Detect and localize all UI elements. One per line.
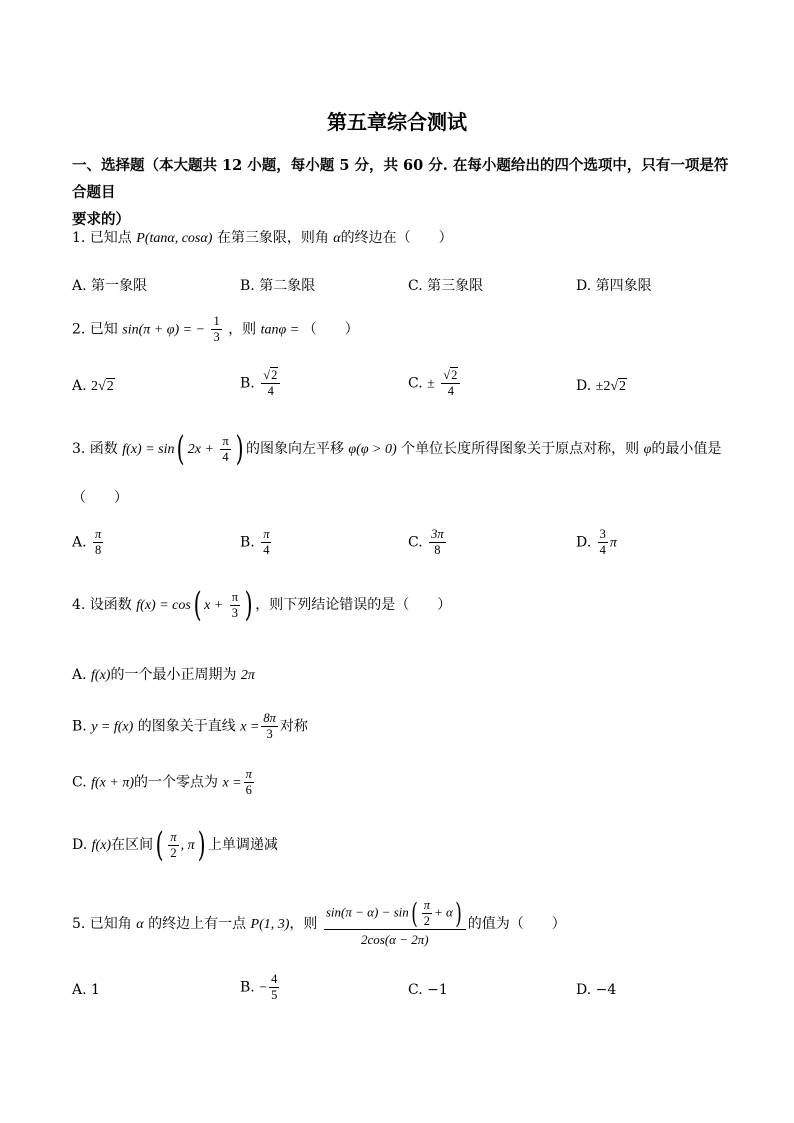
q4-b-num: 8π <box>263 711 276 725</box>
q4-suffix: ，则下列结论错误的是（ ） <box>255 597 452 613</box>
q2-a-label: A. <box>72 378 87 394</box>
q4-three: 3 <box>231 605 238 620</box>
q3-option-d <box>576 527 617 558</box>
q2-option-c <box>408 368 462 399</box>
q5-denominator: 2cos(α − 2π) <box>361 932 429 947</box>
q3-c-den: 8 <box>434 543 441 557</box>
q2-option-d: D. ±2√2 <box>576 378 627 394</box>
q5-point: P(1, 3) <box>250 917 290 932</box>
q4-a-label: A. <box>72 667 87 683</box>
q4-c-label: C. <box>72 774 87 791</box>
q4-d-tail: 上单调递减 <box>207 837 278 853</box>
q4-d-num: π <box>170 829 177 844</box>
q4-c-text: 的一个零点为 <box>134 774 219 791</box>
q4-b-tail: 对称 <box>279 718 308 735</box>
q4-option-d: D. f(x)在区间( $\frac{\pi}{2}$ , π) 上单调递减 <box>72 825 278 865</box>
q3-d-pi: π <box>609 535 617 551</box>
q3-a-den: 8 <box>95 543 102 557</box>
q1-option-a: A. 第一象限 <box>72 278 148 294</box>
q1-prefix: 1. 已知点 <box>72 230 132 246</box>
q3-inner: 2x + <box>187 442 214 457</box>
q3-phi2: φ <box>643 442 652 457</box>
q5-b-label: B. <box>240 979 255 996</box>
q3-d-fraction <box>598 527 608 558</box>
q5-mid2: ，则 <box>289 916 318 932</box>
q5-fraction <box>324 898 466 950</box>
q2-d-val: ±2 <box>595 379 611 394</box>
q3-phi: φ(φ > 0) <box>348 442 397 457</box>
q2-b-den: 4 <box>267 384 274 398</box>
q4-d-label: D. <box>72 837 88 853</box>
q5-num-pi: π <box>423 898 430 912</box>
q4-b-fraction <box>261 711 278 742</box>
q3-d-den: 4 <box>599 543 606 557</box>
q2-fraction <box>211 314 221 345</box>
q4-c-eq: x = <box>222 775 242 791</box>
q5-num-a: sin(π − α) − sin <box>325 904 409 920</box>
q3-line2: （ ） <box>72 490 128 506</box>
q4-a-text: 的一个最小正周期为 <box>110 667 237 683</box>
q5-option-a: A. 1 <box>72 982 100 998</box>
q5-mid: 的终边上有一点 <box>148 916 247 932</box>
q3-option-a <box>72 527 105 558</box>
q2-mid: ，则 <box>228 321 257 338</box>
q3-b-num: π <box>263 527 270 541</box>
question-3: 3. 函数 f(x) = sin( 2x + $\frac{\pi}{4}$ ) 的图象向左平移 φ(φ > 0) 个单位长度所得图象关于原点对称，则 φ的最小值是 <box>72 429 722 469</box>
q5-numerator: sin(π − α) − sin( $\frac{\pi}{2}$ + α) <box>324 898 466 930</box>
q2-b-label: B. <box>240 375 255 392</box>
q3-c-num: 3π <box>431 527 444 541</box>
section-heading <box>72 152 732 233</box>
q5-num-b: + α <box>433 904 453 920</box>
q3-prefix: 3. 函数 <box>72 441 118 457</box>
q3-a-fraction <box>93 527 103 558</box>
question-2 <box>72 314 359 345</box>
q4-b-math: y = f(x) <box>91 719 134 735</box>
q4-inner: x + <box>204 598 224 613</box>
q4-c-fraction <box>244 767 254 798</box>
q1-alpha: α <box>333 231 341 246</box>
q1-option-c: C. 第三象限 <box>408 278 484 294</box>
q5-b-sign: − <box>259 980 268 996</box>
q4-a-val: 2π <box>240 668 255 683</box>
q2-c-fraction: $\frac{√2}{4}$ <box>441 368 460 399</box>
q2-a-root: 2 <box>106 379 114 394</box>
q3-b-fraction <box>261 527 271 558</box>
q3-a-num: π <box>95 527 102 541</box>
q5-b-den: 5 <box>271 988 278 1002</box>
q2-prefix: 2. 已知 <box>72 321 118 338</box>
question-1 <box>72 227 453 247</box>
q3-c-label: C. <box>408 534 423 551</box>
q4-c-den: 6 <box>245 783 252 797</box>
q3-suffix2: 的最小值是 <box>651 441 722 457</box>
q4-pi: π <box>231 589 239 604</box>
q2-suffix: （ ） <box>302 321 359 338</box>
q1-mid: 在第三象限，则角 <box>216 230 329 246</box>
q1-option-b: B. 第二象限 <box>240 278 316 294</box>
q4-a-math: f(x) <box>91 668 111 683</box>
q4-b-text: 的图象关于直线 <box>137 718 236 735</box>
q2-d-label: D. <box>576 378 592 394</box>
q5-alpha: α <box>136 917 144 932</box>
q2-a-val: 2 <box>91 379 99 394</box>
q5-inner-fraction <box>422 898 432 929</box>
q4-b-eq: x = <box>240 719 260 735</box>
q2-expr: sin(π + φ) = − <box>122 322 206 338</box>
q3-c-fraction <box>429 527 446 558</box>
q1-suffix: 的终边在（ ） <box>340 230 453 246</box>
q3-fx: f(x) = sin <box>122 442 175 457</box>
q3-mid: 的图象向左平移 <box>245 441 344 457</box>
q4-d-den: 2 <box>170 845 177 860</box>
q3-pi: π <box>222 433 229 448</box>
q3-b-label: B. <box>240 534 255 551</box>
q4-fraction <box>230 590 240 621</box>
q2-frac-num: 1 <box>213 314 220 328</box>
q4-option-a <box>72 664 255 684</box>
q5-prefix: 5. 已知角 <box>72 916 132 932</box>
q3-b-den: 4 <box>263 543 270 557</box>
q2-c-den: 4 <box>447 384 454 398</box>
q2-c-root: 2 <box>451 368 458 382</box>
q2-c-label: C. <box>408 375 423 392</box>
q4-d-fraction <box>168 830 178 861</box>
q2-c-pm: ± <box>427 376 435 392</box>
q5-option-d: D. −4 <box>576 982 617 998</box>
q2-option-a: A. 2√2 <box>72 378 114 394</box>
q2-b-fraction: $\frac{√2}{4}$ <box>261 368 280 399</box>
q4-d-math: f(x) <box>91 838 112 853</box>
q2-b-root: 2 <box>271 368 278 382</box>
question-5 <box>72 898 566 950</box>
q2-d-root: 2 <box>619 379 627 394</box>
q3-suffix: 个单位长度所得图象关于原点对称，则 <box>401 441 640 457</box>
q3-fraction <box>220 434 230 465</box>
q5-option-c: C. −1 <box>408 982 448 998</box>
q3-d-num: 3 <box>599 527 606 541</box>
q4-prefix: 4. 设函数 <box>72 597 132 613</box>
q4-b-label: B. <box>72 718 87 735</box>
question-4: 4. 设函数 f(x) = cos( x + $\frac{\pi}{3}$ ) ，则下列结论错误的是（ ） <box>72 585 452 625</box>
q5-b-fraction <box>269 972 279 1003</box>
q3-a-label: A. <box>72 534 87 551</box>
q4-option-c <box>72 767 256 798</box>
q4-fx: f(x) = cos <box>136 598 191 613</box>
q5-num-two: 2 <box>423 914 430 928</box>
q1-point: P(tanα, cosα) <box>136 231 213 246</box>
q4-d-interval-end: , π <box>180 838 195 853</box>
q2-ask: tanφ = <box>260 322 303 338</box>
q5-option-b <box>240 972 281 1003</box>
q4-c-math: f(x + π) <box>91 775 135 791</box>
q3-option-c <box>408 527 448 558</box>
q2-option-b <box>240 368 282 399</box>
q4-b-den: 3 <box>266 727 273 741</box>
q3-option-b <box>240 527 273 558</box>
q3-d-label: D. <box>576 534 592 551</box>
q4-option-b <box>72 711 308 742</box>
q3-four: 4 <box>222 449 229 464</box>
section-heading-line2: 要求的） <box>72 211 130 228</box>
section-heading-line1: 一、选择题（本大题共 12 小题，每小题 5 分，共 60 分. 在每小题给出的四个选项中，只有一项是符合题目 <box>72 157 729 201</box>
q5-b-num: 4 <box>271 972 278 986</box>
page-title: 第五章综合测试 <box>327 110 467 134</box>
q4-c-num: π <box>245 767 252 781</box>
q1-option-d: D. 第四象限 <box>576 278 652 294</box>
q4-d-text: 在区间 <box>111 837 154 853</box>
q2-frac-den: 3 <box>213 330 220 344</box>
q5-suffix: 的值为（ ） <box>467 916 566 932</box>
